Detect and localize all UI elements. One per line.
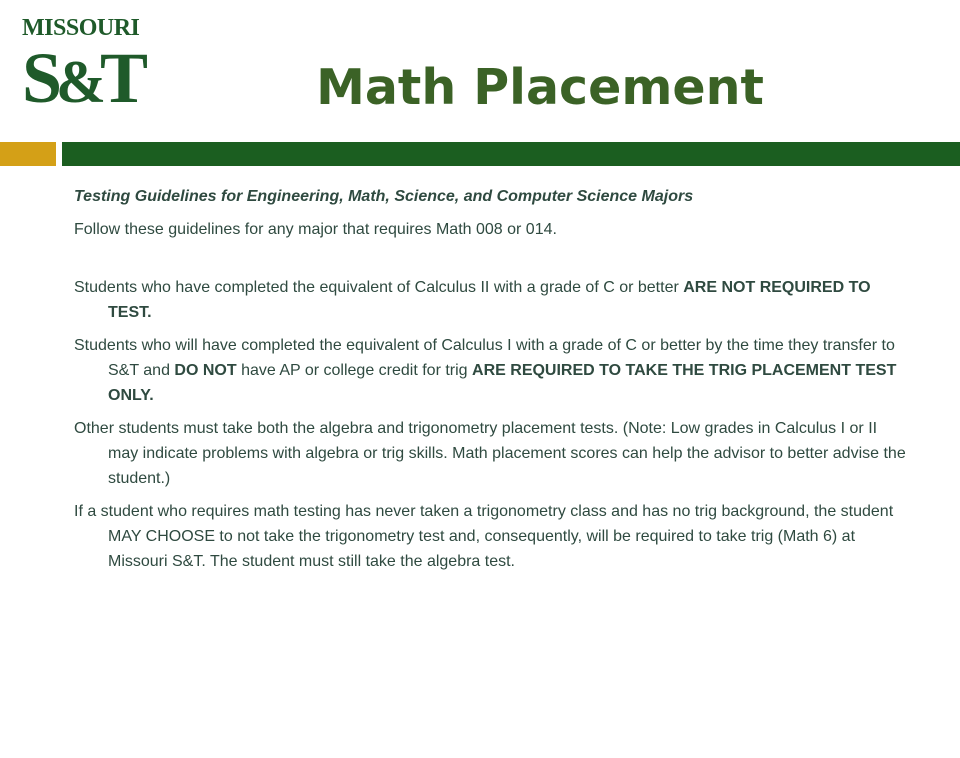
- guideline-text: Students who have completed the equivalent of Calculus II with a grade of C or better: [74, 279, 684, 296]
- intro-paragraph: Follow these guidelines for any major that requires Math 008 or 014.: [74, 221, 557, 238]
- subheading: Testing Guidelines for Engineering, Math, Science, and Computer Science Majors: [74, 188, 694, 205]
- guideline-other-students: Other students must take both the algebra and trigonometry placement tests. (Note: Low grades in Calculus I or II may indicate problems with algebra or trig skills. Math placement scores can help the advisor to better advise the student.): [74, 420, 906, 487]
- university-logo: [22, 16, 146, 120]
- guideline-calculus-i: [74, 333, 910, 408]
- logo-letter-t: T: [100, 38, 145, 118]
- guideline-emphasis: DO NOT: [174, 362, 237, 379]
- slide-content: [74, 184, 910, 582]
- header-accent-bar-green: [62, 142, 960, 166]
- guideline-text: have AP or college credit for trig: [236, 362, 473, 379]
- guideline-calculus-ii: [74, 275, 910, 325]
- page-title: Math Placement: [316, 59, 764, 116]
- guideline-emphasis: ARE REQUIRED TO TAKE THE TRIG PLACEMENT TEST ONLY.: [108, 362, 897, 404]
- header-accent-bar-gold: [0, 142, 56, 166]
- logo-ampersand: &: [56, 49, 103, 115]
- logo-wordmark-main: [22, 38, 146, 118]
- guideline-no-trig-background: If a student who requires math testing has never taken a trigonometry class and has no trig background, the student MAY CHOOSE to not take the trigonometry test and, consequently, will be required to take trig (Math 6) at Missouri S&T. The student must still take the algebra test.: [74, 503, 894, 570]
- guideline-emphasis: ARE NOT REQUIRED TO TEST.: [108, 279, 871, 321]
- guideline-text: Students who will have completed the equivalent of Calculus I with a grade of C or better by the time they transfer to S&T and: [74, 337, 895, 379]
- logo-letter-s: S: [22, 38, 59, 118]
- logo-wordmark-top: MISSOURI: [22, 15, 140, 41]
